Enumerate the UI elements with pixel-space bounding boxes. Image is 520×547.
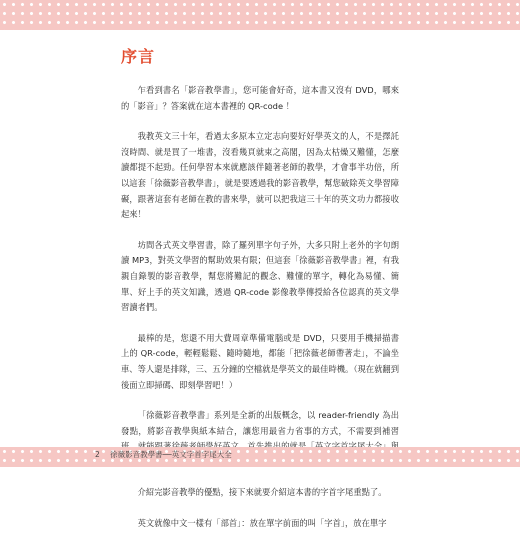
top-decorative-band [0, 0, 520, 30]
paragraph-7: 英文就像中文一樣有「部首」：放在單字前面的叫「字首」，放在單字 [137, 518, 387, 529]
paragraph-2: 我教英文三十年，看過太多原本立定志向要好好學英文的人，不是擇託沒時間、就是買了一堆書，沒看幾頁就束之高閣，因為太枯燥又難懂，怎麼讀都提不起勁。任何學習本來就應該伴隨著老師的教學，才會事半功倍，所以這套「徐薇影音教學書」，就是要透過我的影音教學，幫您破除英文學習障礙，跟著這套有老師在教的書來學，就可以把我這三十年的英文功力都接收起來！ [121, 131, 399, 220]
page-body [121, 83, 399, 547]
page-title: 序言 [121, 47, 156, 66]
bottom-decorative-band [0, 447, 520, 467]
running-title: 徐薇影音教學書──英文字首字尾大全 [110, 450, 232, 459]
page-number: 2 [95, 450, 100, 459]
paragraph-3: 坊間各式英文學習書，除了羅列單字句子外，大多只附上老外的字句朗讀 MP3，對英文學習的幫助效果有限；但這套「徐薇影音教學書」裡，有我親自錄製的影音教學，幫您將難記的觀念、難懂的單字，轉化為易懂、簡單、好上手的英文知識，透過 QR-code 影像教學傳授給各位認真的英文學習讀者們。 [121, 239, 399, 313]
paragraph-4: 最棒的是，您還不用大費周章準備電腦或是 DVD，只要用手機掃描書上的 QR-code，輕輕鬆鬆、隨時隨地，都能「把徐薇老師帶著走」，不論坐車、等人還是排隊，三、五分鐘的空檔就是學英文的最佳時機。（現在就翻到後面立即掃碼、即刻學習吧！） [121, 332, 399, 390]
page-footer [95, 449, 232, 460]
paragraph-6: 介紹完影音教學的優點，接下來就要介紹這本書的字首字尾重點了。 [137, 487, 387, 498]
paragraph-1: 乍看到書名「影音教學書」，您可能會好奇，這本書又沒有 DVD，哪來的「影音」？答案就在這本書裡的 QR-code ！ [121, 85, 399, 111]
paragraph-5: 「徐薇影音教學書」系列是全新的出版概念，以 reader-friendly 為出發點，將影音教學與紙本結合，讓您用最省力省事的方式，不需要到補習 [121, 410, 399, 436]
